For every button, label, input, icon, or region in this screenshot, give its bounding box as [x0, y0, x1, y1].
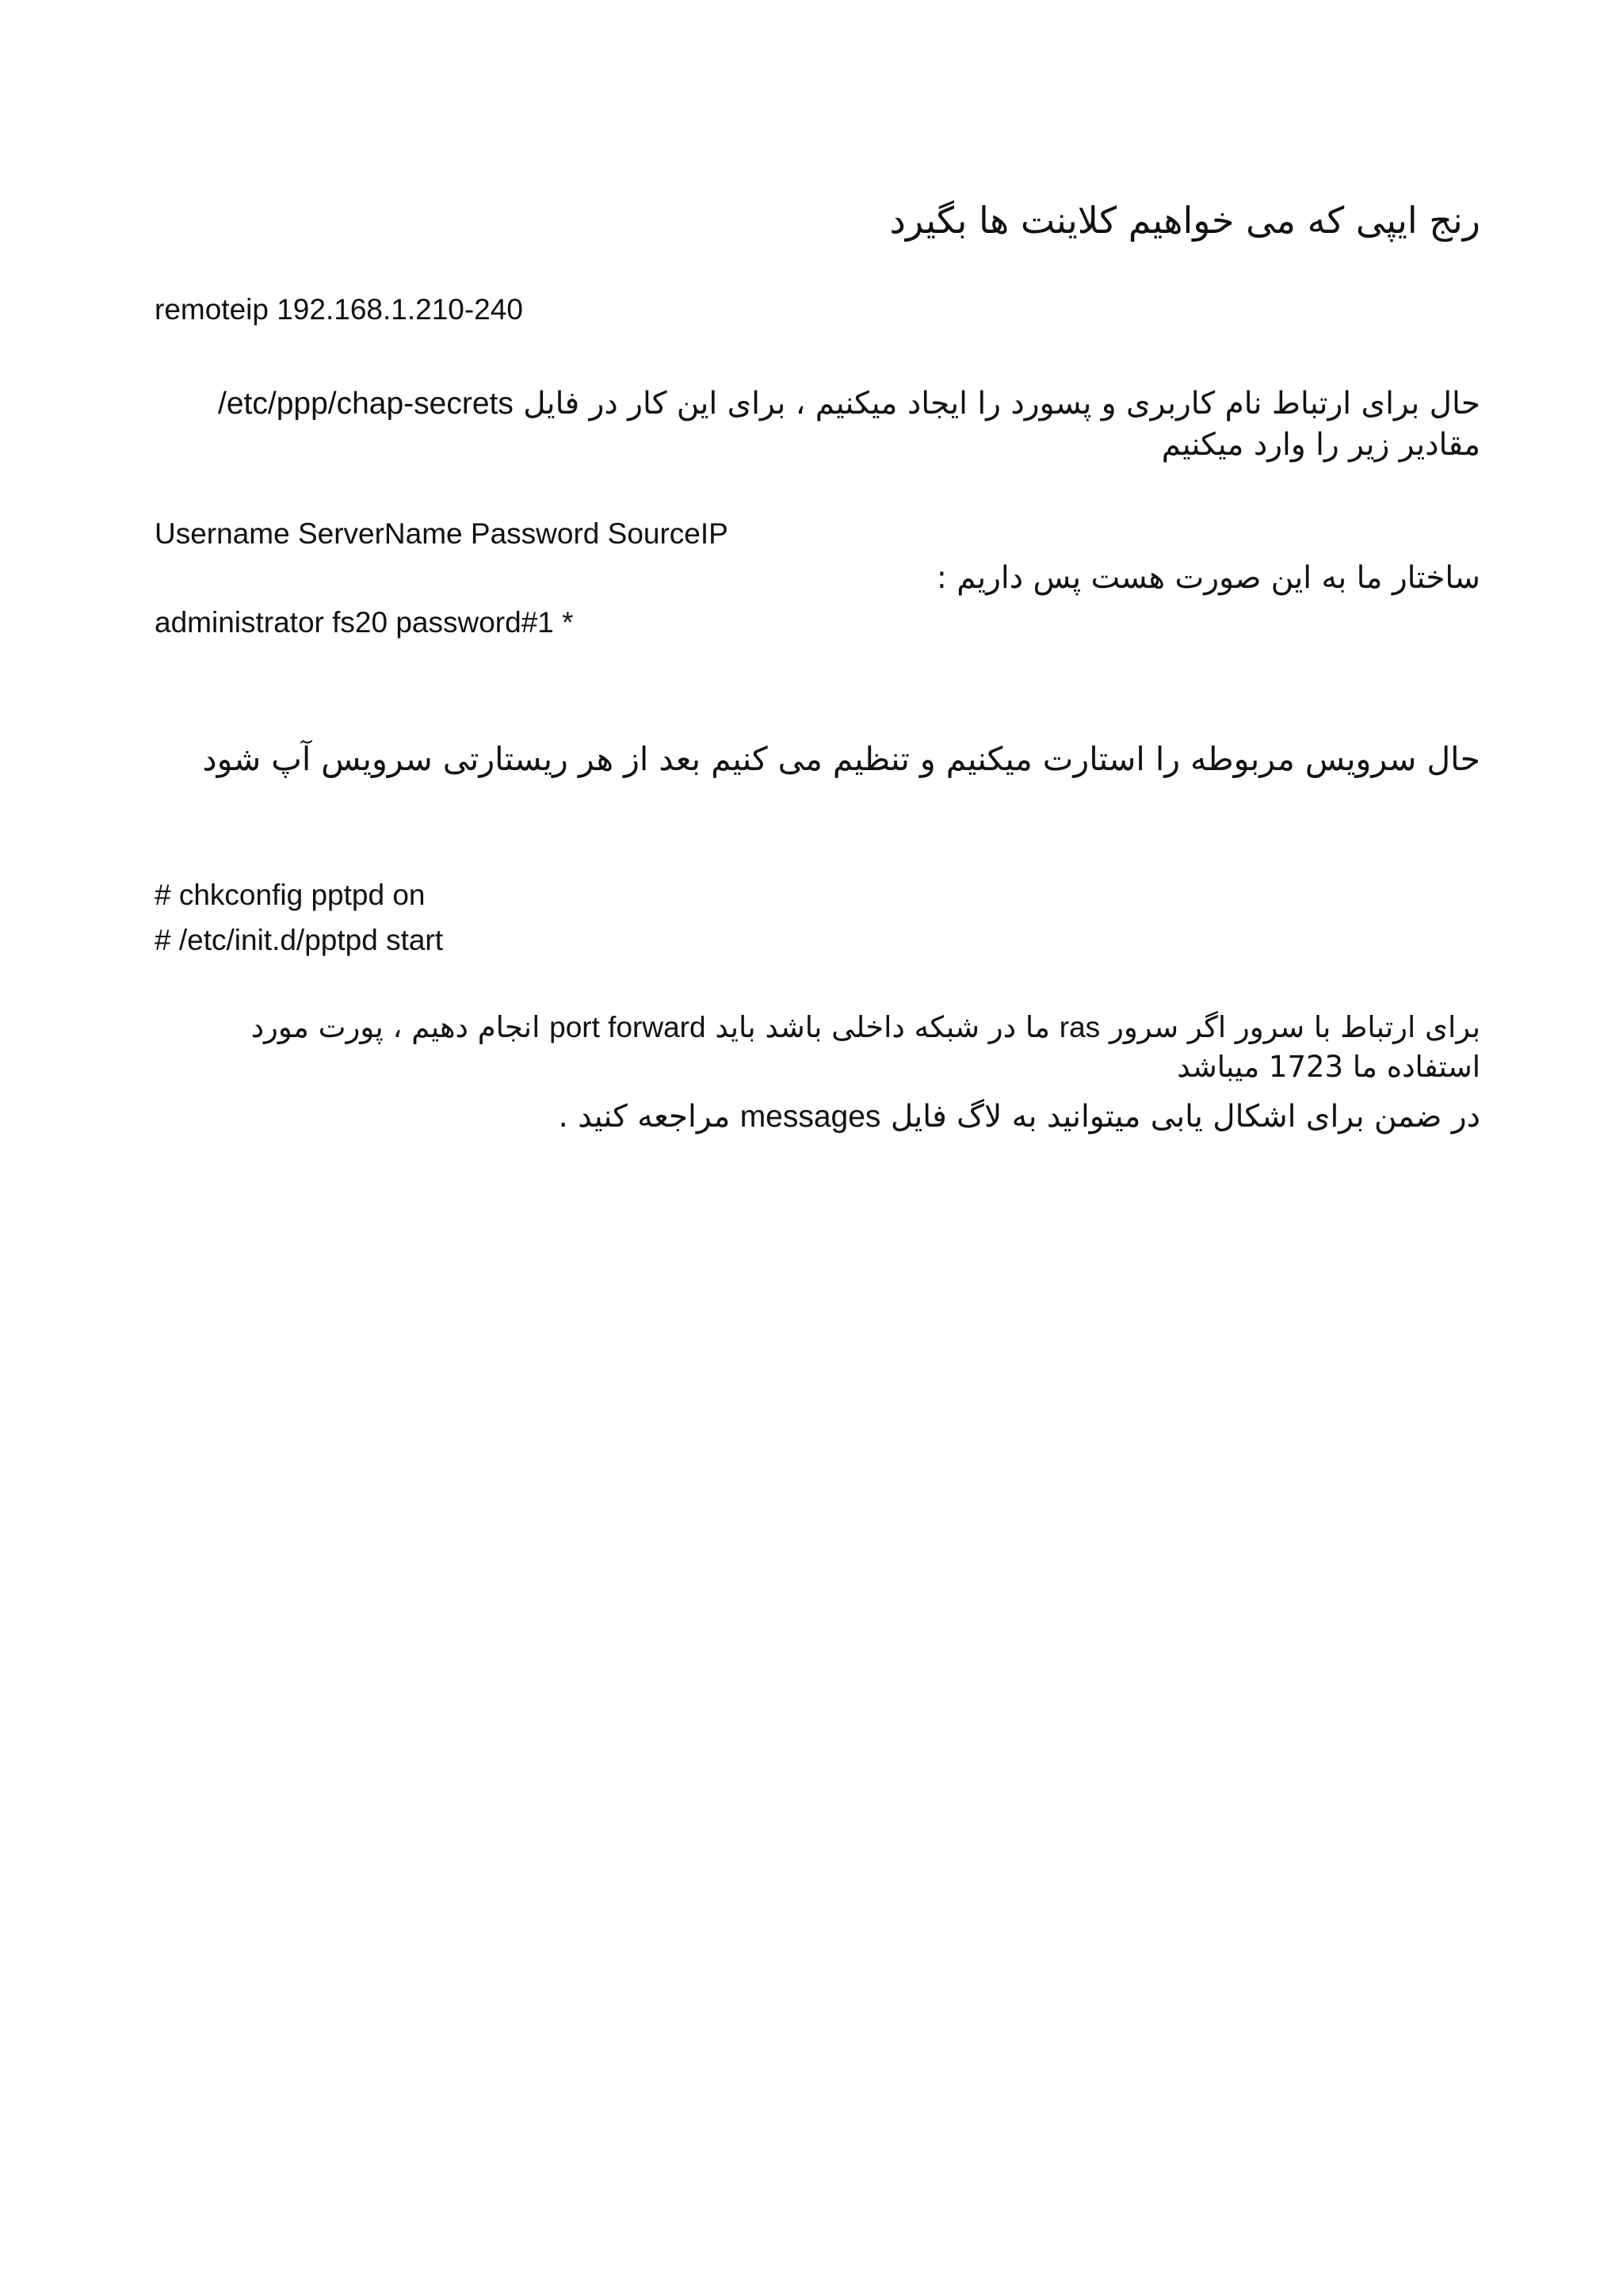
chap-text-part1: حال برای ارتباط نام کاربری و پسورد را ایجاد میکنیم ، برای این کار در فایل [513, 386, 1480, 421]
chap-text-part2: مقادیر زیر را وارد میکنیم [1161, 427, 1480, 463]
log-text-part1: در ضمن برای اشکال یابی میتوانید به لاگ فایل [880, 1099, 1480, 1135]
port-text-part3: انجام دهیم ، پورت مورد استفاده ما 1723 میباشد [250, 1010, 1480, 1084]
heading-ip-range: رنج ایپی که می خواهیم کلاینت ها بگیرد [889, 199, 1480, 242]
port-text-part1: برای ارتباط با سرور اگر سرور [1100, 1010, 1480, 1044]
messages-term: messages [739, 1100, 881, 1134]
chap-secrets-path: /etc/ppp/chap-secrets [218, 387, 514, 421]
command-pptpd-start: # /etc/init.d/pptpd start [155, 924, 444, 956]
port-forward-term: port forward [549, 1011, 706, 1043]
log-paragraph [149, 1097, 1480, 1138]
port-text-part2: ما در شبکه داخلی باشد باید [705, 1010, 1060, 1044]
remoteip-line: remoteip 192.168.1.210-240 [155, 293, 523, 326]
ras-term: ras [1059, 1011, 1101, 1043]
structure-caption: ساختار ما به این صورت هست پس داریم : [936, 560, 1480, 596]
log-text-part2: مراجعه کنید . [558, 1099, 740, 1135]
command-chkconfig: # chkconfig pptpd on [155, 879, 426, 911]
service-paragraph: حال سرویس مربوطه را استارت میکنیم و تنظیم می کنیم بعد از هر ریستارتی سرویس آپ شود [202, 740, 1480, 778]
structure-example-line: administrator fs20 password#1 * [155, 606, 574, 639]
chap-secrets-paragraph [165, 383, 1480, 466]
structure-header-line: Username ServerName Password SourceIP [155, 517, 728, 550]
port-forward-paragraph [149, 1008, 1480, 1087]
